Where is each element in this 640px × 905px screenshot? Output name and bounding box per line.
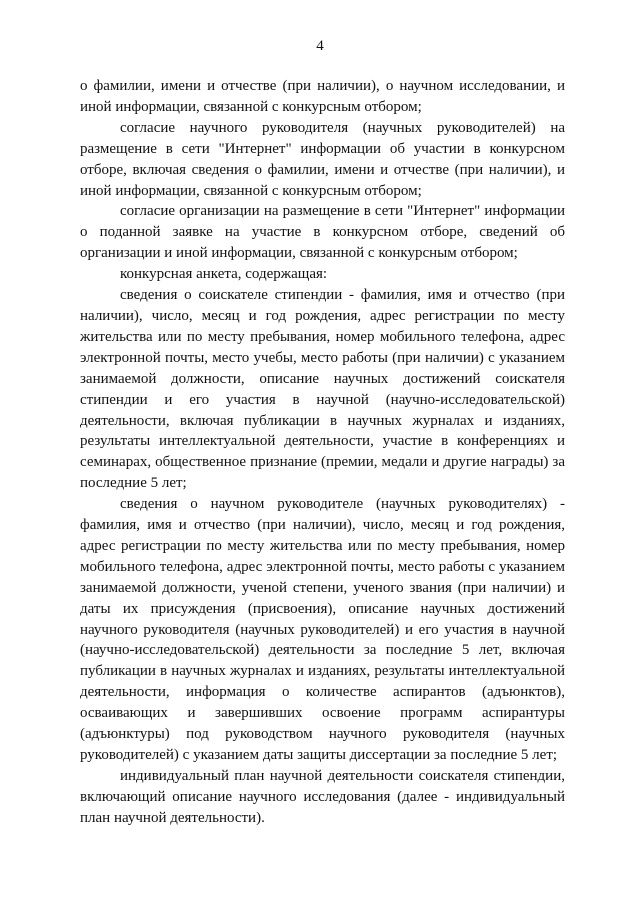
document-body — [80, 76, 565, 829]
paragraph-individual-plan: индивидуальный план научной деятельности соискателя стипендии, включающий описание научного исследования (далее - индивидуальный план научной деятельности). — [80, 767, 565, 826]
page-number: 4 — [316, 38, 324, 54]
paragraph-supervisor-details: сведения о научном руководителе (научных руководителях) - фамилия, имя и отчество (при наличии), число, месяц и год рождения, адрес регистрации по месту жительства или по месту пребывания, номер мобильного телефона, адрес электронной почты, место работы с указанием занимаемой должности, ученой степени, ученого звания (при наличии) и даты их присуждения (присвоения), описание научных достижений научного руководителя (научных руководителей) и его участия в научной (научно-исследовательской) деятельности за последние 5 лет, включая публикации в научных журналах и изданиях, результаты интеллектуальной деятельности, информация о количестве аспирантов (адъюнктов), осваивающих и завершивших освоение программ аспирантуры (адъюнктуры) под руководством научного руководителя (научных руководителей) с указанием даты защиты диссертации за последние 5 лет; — [80, 496, 565, 763]
paragraph-applicant-details: сведения о соискателе стипендии - фамилия, имя и отчество (при наличии), число, месяц и год рождения, адрес регистрации по месту жительства или по месту пребывания, номер мобильного телефона, адрес электронной почты, место учебы, место работы (при наличии) с указанием занимаемой должности, описание научных достижений соискателя стипендии и его участия в научной (научно-исследовательской) деятельности, включая публикации в научных журналах и изданиях, результаты интеллектуальной деятельности, участие в конференциях и семинарах, общественное признание (премии, медали и другие награды) за последние 5 лет; — [80, 287, 565, 492]
paragraph-supervisor-consent: согласие научного руководителя (научных руководителей) на размещение в сети "Интернет" информации об участии в конкурсном отборе, включая сведения о фамилии, имени и отчестве (при наличии), и иной информации, связанной с конкурсным отбором; — [80, 119, 565, 199]
paragraph-personal-info: о фамилии, имени и отчестве (при наличии), о научном исследовании, и иной информации, связанной с конкурсным отбором; — [80, 78, 565, 115]
paragraph-application-form: конкурсная анкета, содержащая: — [120, 266, 328, 283]
paragraph-organization-consent: согласие организации на размещение в сети "Интернет" информации о поданной заявке на участие в конкурсном отборе, сведений об организации и иной информации, связанной с конкурсным отбором; — [80, 203, 565, 262]
